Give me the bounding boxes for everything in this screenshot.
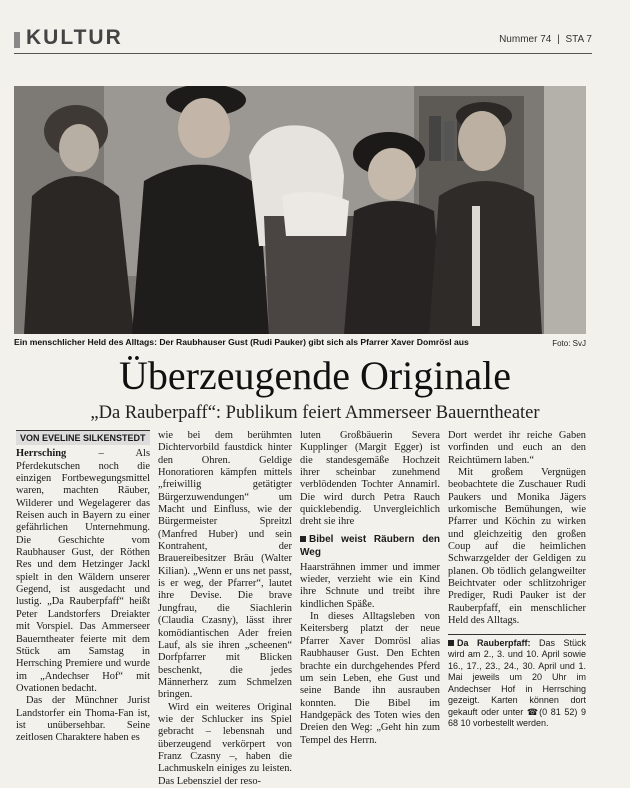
article-photo <box>14 86 586 334</box>
paragraph: In dieses Alltagsleben von Keitersberg platzt der neue Pfarrer Xaver Domrösl alias Raubhauser Gust. Den Echten brachte ein durchgehendes Pferd um sein Leben, ehe Gust und seine Bande ihn ausrauben konnten. Die Bibel im Handgepäck des Toten wies den Dreien den Weg: „Geht hin zum Tempel des Herrn. <box>300 611 440 746</box>
paragraph: luten Großbäuerin Severa Kupplinger (Margit Egger) ist die standesgemäße Hochzeit ihrer scheinbar zunehmend verblödenden Tochter Annamirl. Die wird durch Petra Rauch quicklebendig. Unvergleichlich dreht sie ihre <box>300 430 440 528</box>
paragraph: Wird ein weiteres Original wie der Schlucker ins Spiel gebracht – lebensnah und überzeugend verkörpert von Franz Czasny –, haben die Lachmuskeln einiges zu leisten. Das Lebensziel der reso- <box>158 701 292 787</box>
column-2 <box>158 430 292 788</box>
paragraph: Dort werdet ihr reiche Gaben vorfinden und euch an den Reichtümern laben.“ <box>448 430 586 466</box>
dateline: Herrsching <box>16 448 67 460</box>
photo-credit: Foto: SvJ <box>552 339 586 348</box>
issue-separator: | <box>557 34 560 45</box>
section-marker <box>14 32 20 48</box>
paragraph-text: – Als Pferdekutschen noch die einzigen Fortbewegungsmittel waren, machten Räuber, Wilderer und Wegelagerer das Reisen auch in Bayern zu einer gefährlichen Unternehmung. Die Geschichte vom Raubhauser Gust, der Röthen Res und dem Hetzinger Jackl spielt in den Wäldern unserer Gegend, ist ausgedacht und lustig. „Da Rauberpfaff“ heißt Peter Landstorfers Dreiakter mit Vorspiel. Das Ammerseer Bauerntheater feierte mit dem Stück am Samstag in Herrsching Premiere und wurde im „Andechser Hof“ mit Ovationen bedacht. <box>16 448 150 694</box>
issue-info <box>499 34 592 45</box>
column-4 <box>448 430 586 730</box>
paragraph: Das der Münchner Jurist Landstorfer ein Thoma-Fan ist, ist unübersehbar. Seine zeitlosen Charaktere haben es <box>16 695 150 744</box>
intertitle <box>300 533 440 559</box>
header-rule <box>14 53 592 54</box>
column-1 <box>16 430 150 745</box>
article-headline: Überzeugende Originale <box>118 353 512 398</box>
section-label: KULTUR <box>26 26 123 49</box>
square-bullet-icon <box>448 640 454 646</box>
page-number: STA 7 <box>565 34 592 45</box>
column-3 <box>300 430 440 747</box>
stage-scene-illustration <box>14 86 586 334</box>
byline: VON EVELINE SILKENSTEDT <box>16 430 150 445</box>
article-subhead: „Da Rauberpaff“: Publikum feiert Ammerseer Bauerntheater <box>90 403 540 423</box>
paragraph: wie bei dem berühmten Dichtervorbild faustdick hinter den Ohren. Geldige Honoratioren kämpfen mittels „freiwillig getätigter Bürgerzuwendungen“ um Macht und Einfluss, wie der Bürgermeister Spreitzl (Manfred Huber) und sein Kontrahent, der Brauereibesitzer Bräu (Walter Kilian). „Wenn er uns net passt, is er weg, der Pfarrer“, lautet ihre Devise. Die brave Jungfrau, die Siachlerin (Claudia Czasny), lässt ihrer komödiantischen Ader freien Lauf, als sie ihren „scheenen“ Dorfpfarrer mit Blicken beschenkt, die jedes Männerherz zum Schmelzen bringen. <box>158 430 292 701</box>
page-header <box>14 26 592 54</box>
info-box-title: Da Rauberpfaff: <box>457 637 531 648</box>
info-box-text: Das Stück wird am 2., 3. und 10. April sowie 16., 17., 23., 24., 30. April und 1. Mai jeweils um 20 Uhr im Andechser Hof in Herrsching gezeigt. Karten können dort gekauft oder unter ☎(0 81 52) 9 68 10 vorbestellt werden. <box>448 637 586 728</box>
square-bullet-icon <box>300 536 306 542</box>
issue-number: Nummer 74 <box>499 34 552 45</box>
paragraph: Haarsträhnen immer und immer wieder, verzieht wie ein Kind ihre Schnute und treibt ihre kindlichen Späße. <box>300 561 440 610</box>
info-box <box>448 634 586 730</box>
paragraph <box>16 448 150 695</box>
paragraph: Mit großem Vergnügen beobachtete die Zuschauer Rudi Paukers und Monika Jägers urkomische Bemühungen, wie Pfarrer und Köchin zu wirken und gleichzeitig den großen Coup auf die heimlichen Schwarzgelder der Geldigen zu planen. Ob tödlich gelangweilter Beichtvater oder schlitzohriger Prediger, Rudi Pauker ist der Rauberpfaff, ein menschlicher Held des Alltags. <box>448 467 586 627</box>
photo-caption: Ein menschlicher Held des Alltags: Der Raubhauser Gust (Rudi Pauker) gibt sich als Pfarrer Xaver Domrösl aus <box>14 337 469 347</box>
intertitle-text: Bibel weist Räubern den Weg <box>300 533 440 558</box>
